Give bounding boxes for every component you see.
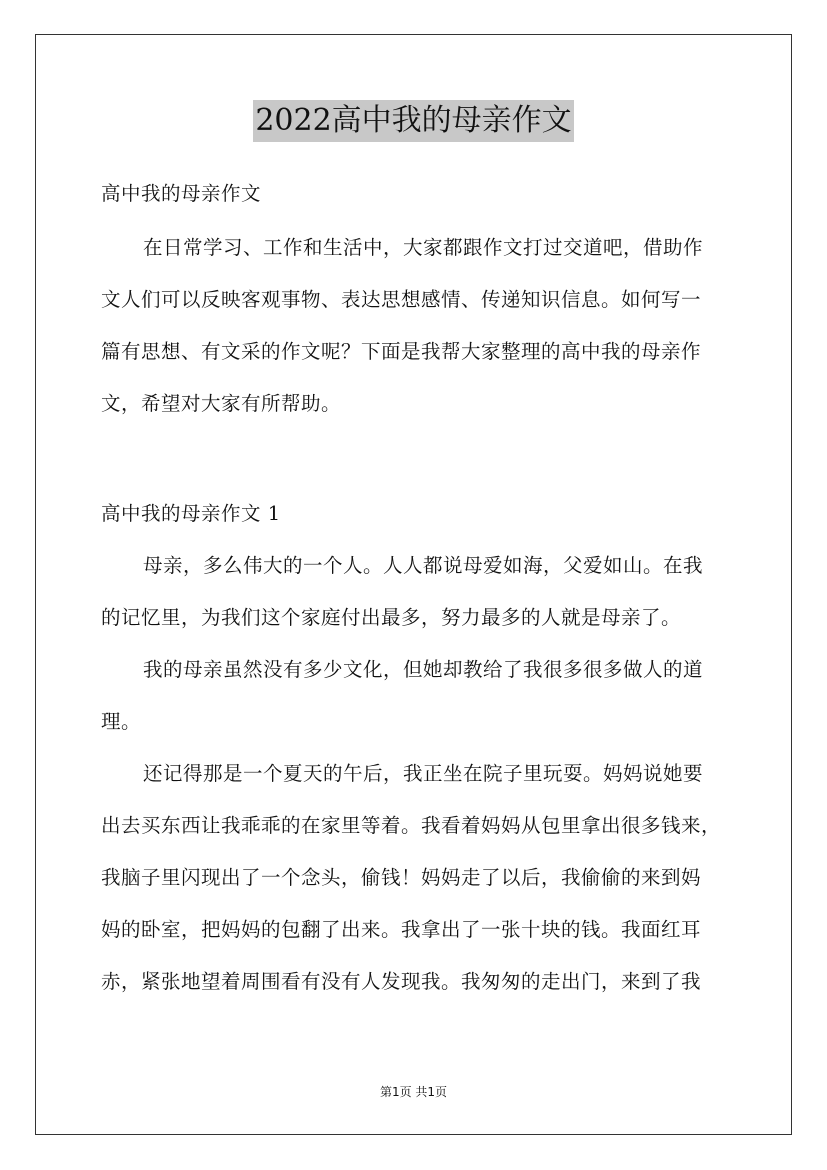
spacer	[101, 214, 729, 228]
paragraph-line: 我脑子里闪现出了一个念头，偷钱！妈妈走了以后，我偷偷的来到妈	[101, 866, 702, 889]
section-heading-1: 高中我的母亲作文 1	[101, 502, 281, 525]
spacer	[101, 424, 729, 494]
paragraph-line: 妈的卧室，把妈妈的包翻了出来。我拿出了一张十块的钱。我面红耳	[101, 918, 702, 941]
section-heading-intro: 高中我的母亲作文	[101, 182, 262, 205]
paragraph-line: 篇有思想、有文采的作文呢？下面是我帮大家整理的高中我的母亲作	[101, 340, 702, 363]
paragraph-3	[101, 754, 729, 1002]
document-title: 2022高中我的母亲作文	[253, 100, 573, 142]
page-footer	[0, 1084, 827, 1100]
paragraph-line: 文人们可以反映客观事物、表达思想感情、传递知识信息。如何写一	[101, 288, 702, 311]
paragraph-line: 文，希望对大家有所帮助。	[101, 392, 342, 415]
intro-paragraph	[101, 228, 729, 424]
paragraph-1	[101, 546, 729, 638]
paragraph-line: 在日常学习、工作和生活中，大家都跟作文打过交道吧，借助作	[143, 236, 704, 259]
paragraph-line: 我的母亲虽然没有多少文化，但她却教给了我很多很多做人的道	[143, 658, 704, 681]
paragraph-line: 母亲，多么伟大的一个人。人人都说母爱如海，父爱如山。在我	[143, 554, 704, 577]
paragraph-line: 理。	[101, 710, 142, 733]
paragraph-line: 赤，紧张地望着周围看有没有人发现我。我匆匆的走出门，来到了我	[101, 970, 702, 993]
page-number-label: 第1页 共1页	[379, 1085, 448, 1099]
paragraph-line: 出去买东西让我乖乖的在家里等着。我看着妈妈从包里拿出很多钱来，	[101, 814, 722, 837]
paragraph-line: 的记忆里，为我们这个家庭付出最多，努力最多的人就是母亲了。	[101, 606, 682, 629]
paragraph-2	[101, 650, 729, 742]
spacer	[101, 534, 729, 546]
paragraph-line: 还记得那是一个夏天的午后，我正坐在院子里玩耍。妈妈说她要	[143, 762, 704, 785]
document-body	[101, 174, 729, 1002]
title-container	[0, 100, 827, 142]
